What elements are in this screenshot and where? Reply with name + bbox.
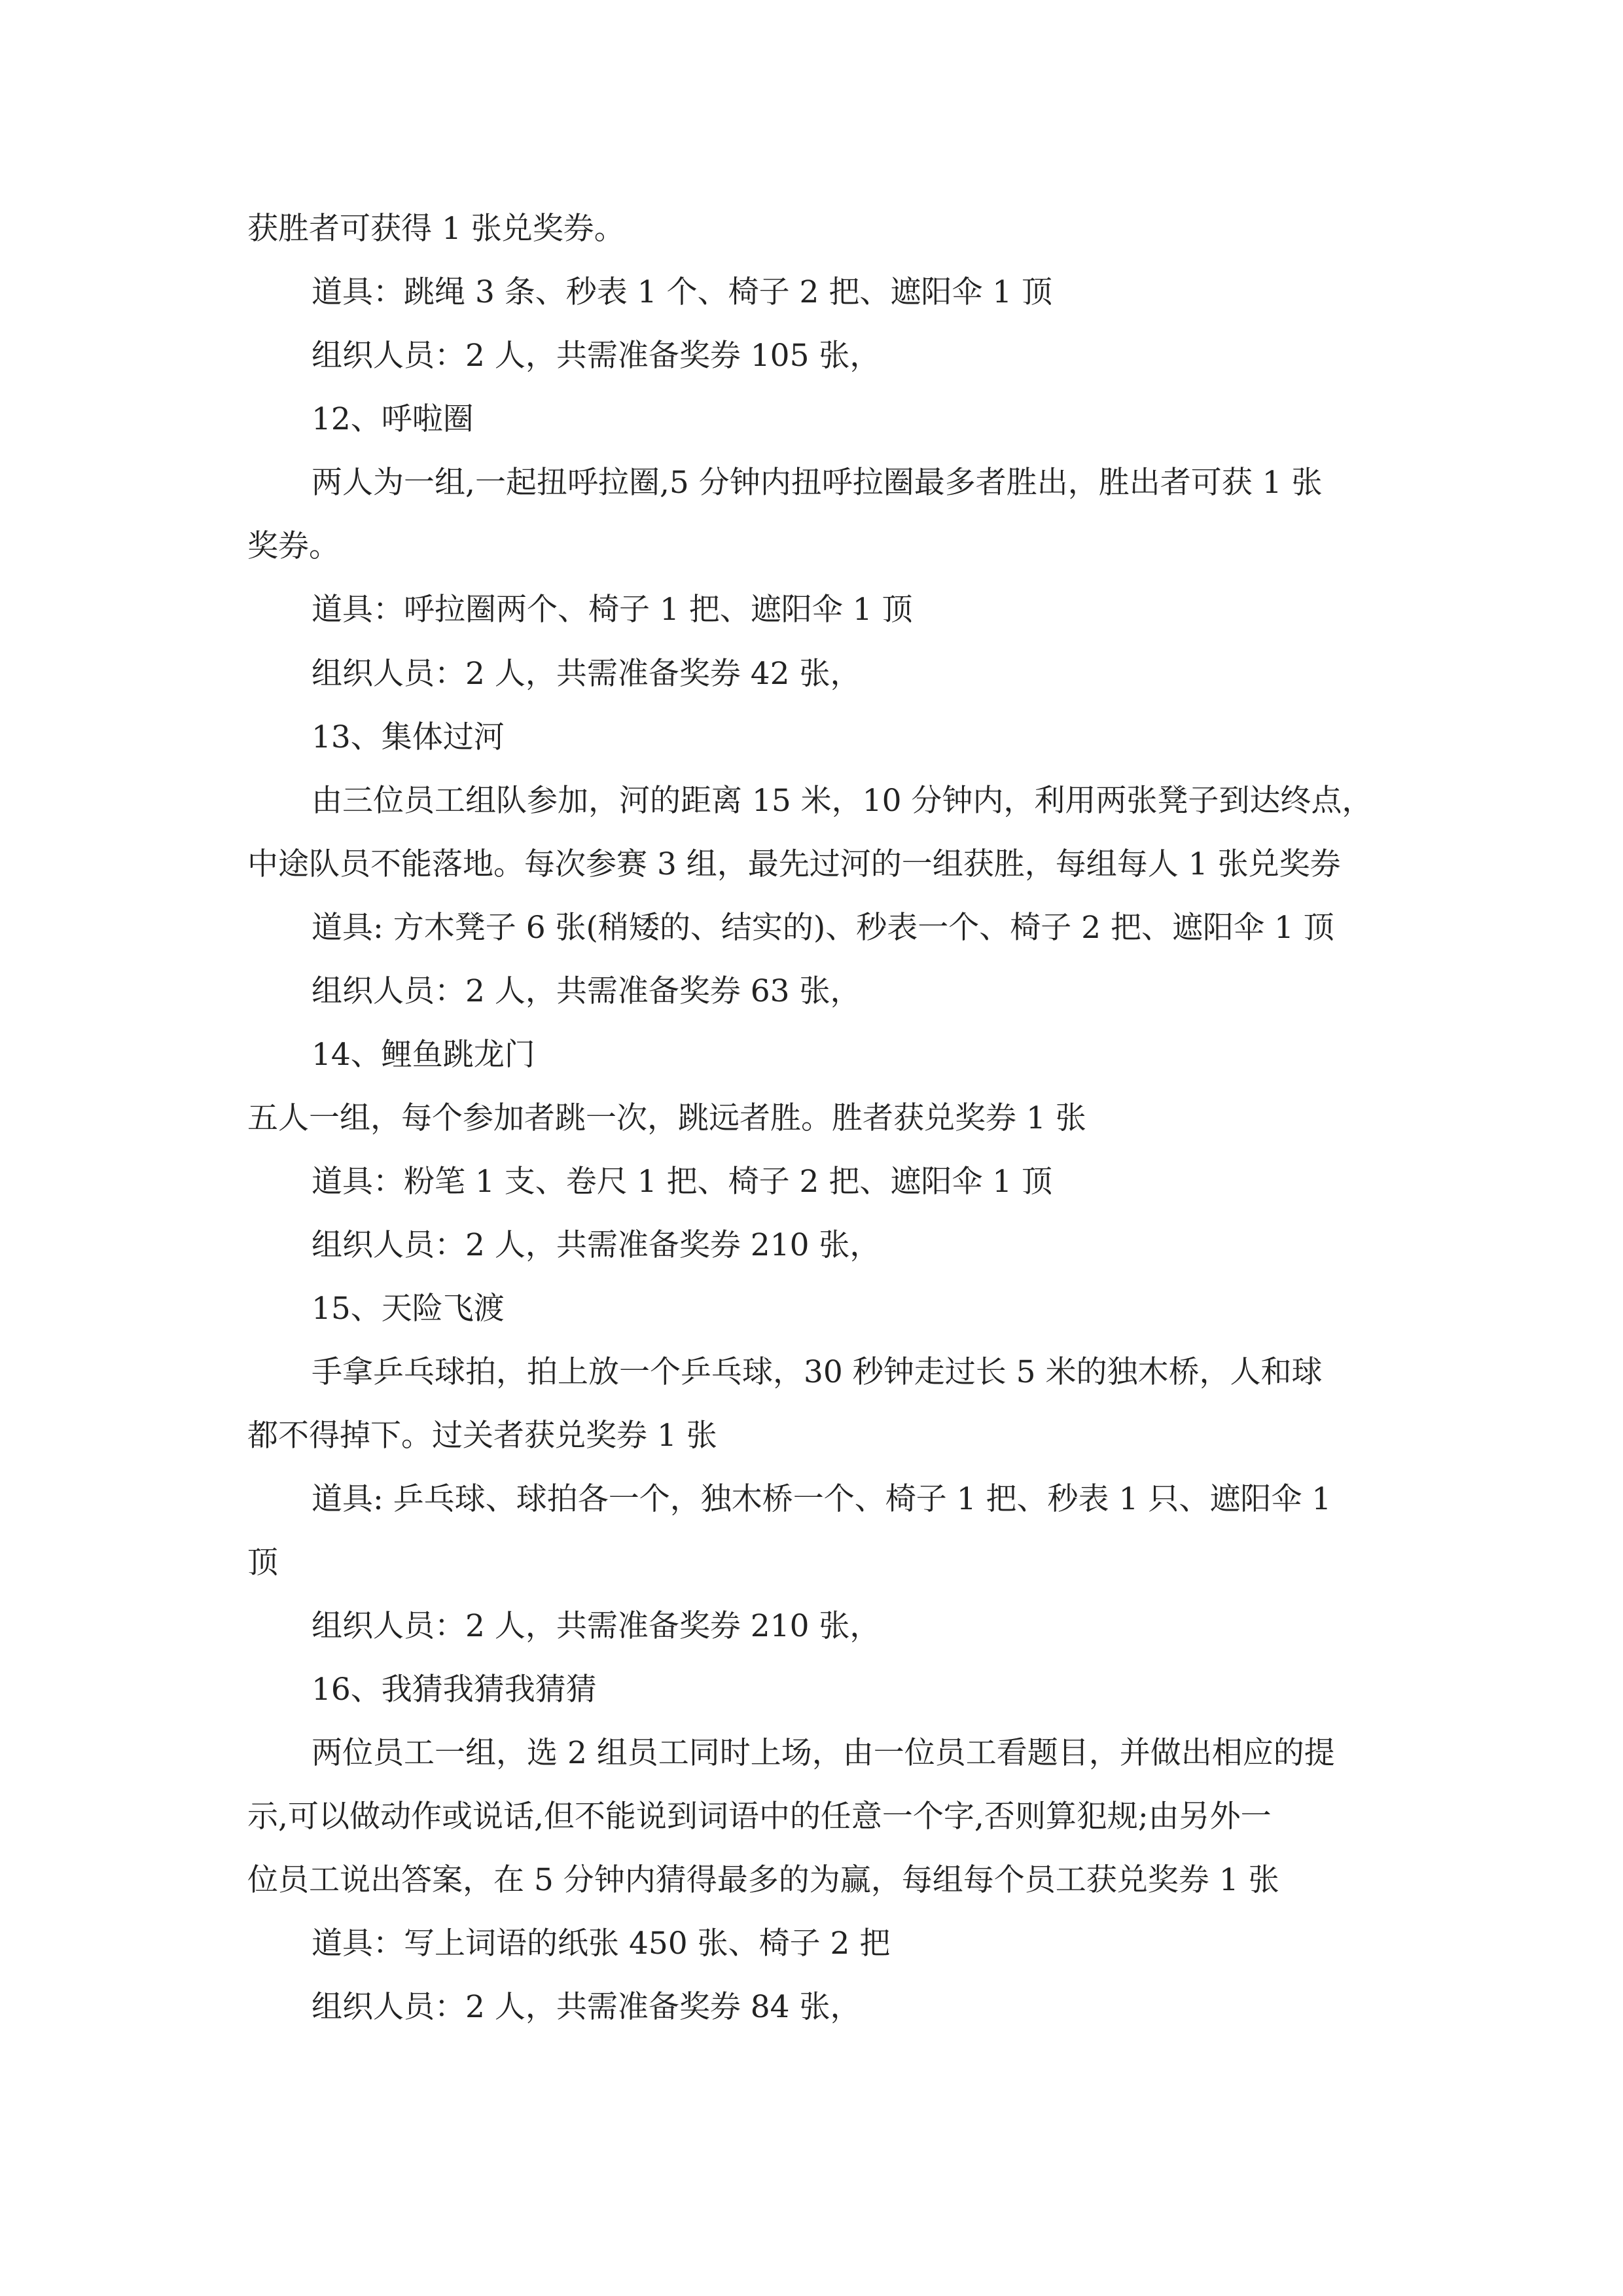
text-line: 道具：呼拉圈两个、椅子 1 把、遮阳伞 1 顶: [312, 592, 913, 628]
text-line: 两位员工一组，选 2 组员工同时上场，由一位员工看题目，并做出相应的提: [312, 1735, 1335, 1771]
text-line: 组织人员：2 人，共需准备奖券 210 张，: [312, 1608, 881, 1644]
text-line: 五人一组，每个参加者跳一次，跳远者胜。胜者获兑奖券 1 张: [247, 1100, 1086, 1136]
text-line: 道具：写上词语的纸张 450 张、椅子 2 把: [312, 1926, 891, 1962]
text-line: 奖券。: [247, 528, 340, 564]
text-line: 道具：跳绳 3 条、秒表 1 个、椅子 2 把、遮阳伞 1 顶: [312, 274, 1053, 310]
text-line: 中途队员不能落地。每次参赛 3 组，最先过河的一组获胜，每组每人 1 张兑奖券: [247, 846, 1341, 882]
text-line: 道具: 乒乓球、球拍各一个，独木桥一个、椅子 1 把、秒表 1 只、遮阳伞 1: [312, 1481, 1332, 1517]
text-line: 位员工说出答案，在 5 分钟内猜得最多的为赢，每组每个员工获兑奖券 1 张: [247, 1862, 1279, 1898]
text-line: 两人为一组,一起扭呼拉圈,5 分钟内扭呼拉圈最多者胜出，胜出者可获 1 张: [312, 465, 1323, 501]
section-heading: 16、我猜我猜我猜猜: [312, 1672, 597, 1708]
text-line: 获胜者可获得 1 张兑奖券。: [247, 211, 625, 247]
section-heading: 14、鲤鱼跳龙门: [312, 1037, 535, 1073]
text-line: 由三位员工组队参加，河的距离 15 米，10 分钟内，利用两张凳子到达终点，: [312, 783, 1373, 819]
section-heading: 13、集体过河: [312, 719, 505, 755]
text-line: 都不得掉下。过关者获兑奖券 1 张: [247, 1418, 717, 1454]
text-line: 组织人员：2 人，共需准备奖券 84 张，: [312, 1989, 861, 2025]
text-line: 示,可以做动作或说话,但不能说到词语中的任意一个字,否则算犯规;由另外一: [247, 1799, 1272, 1835]
text-line: 组织人员：2 人，共需准备奖券 63 张，: [312, 973, 861, 1009]
text-line: 组织人员：2 人，共需准备奖券 42 张，: [312, 656, 861, 692]
text-line: 道具: 方木凳子 6 张(稍矮的、结实的)、秒表一个、椅子 2 把、遮阳伞 1 顶: [312, 910, 1334, 946]
text-line: 顶: [247, 1545, 278, 1581]
text-line: 组织人员：2 人，共需准备奖券 105 张，: [312, 338, 881, 374]
text-line: 手拿乒乓球拍，拍上放一个乒乓球，30 秒钟走过长 5 米的独木桥，人和球: [312, 1354, 1323, 1390]
text-line: 组织人员：2 人，共需准备奖券 210 张，: [312, 1227, 881, 1263]
section-heading: 12、呼啦圈: [312, 401, 474, 437]
section-heading: 15、天险飞渡: [312, 1291, 505, 1327]
text-line: 道具：粉笔 1 支、卷尺 1 把、椅子 2 把、遮阳伞 1 顶: [312, 1164, 1053, 1200]
